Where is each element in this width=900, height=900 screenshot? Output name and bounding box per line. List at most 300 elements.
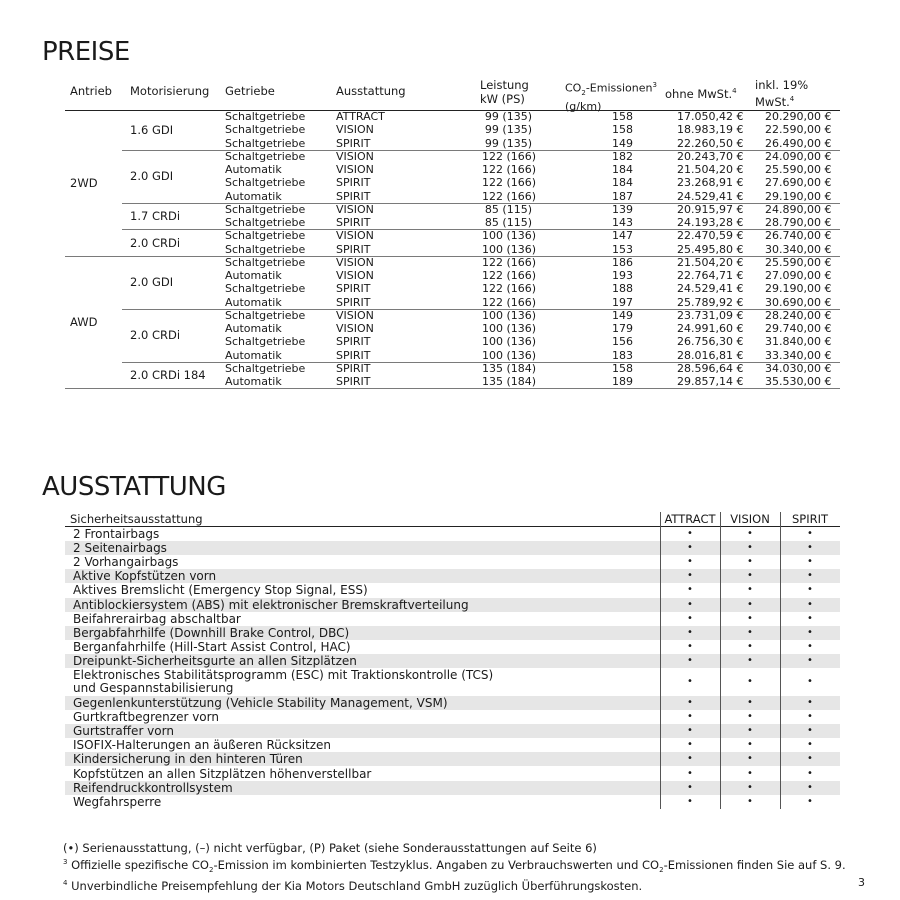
cell-getriebe: Schaltgetriebe (225, 361, 306, 375)
motor-label: 2.0 GDI (130, 169, 174, 184)
cell-getriebe: Schaltgetriebe (225, 216, 306, 229)
header-co2-text2: -Emissionen (585, 81, 653, 95)
cell-co2: 182 (612, 149, 633, 163)
cell-leistung: 100 (136) (482, 229, 537, 243)
equipment-row (65, 654, 840, 668)
equipment-row (65, 612, 840, 626)
standard-mark-attract: • (687, 725, 693, 737)
cell-leistung: 122 (166) (482, 176, 537, 190)
price-row (122, 216, 840, 229)
footnote-3 (63, 856, 846, 878)
standard-mark-vision: • (747, 711, 753, 723)
cell-ausstattung: VISION (336, 255, 374, 269)
footnote-3-sub1: 2 (208, 865, 214, 874)
cell-price-gross: 35.530,00 € (765, 375, 832, 388)
header-ohne-text: ohne MwSt. (665, 86, 733, 101)
cell-getriebe: Schaltgetriebe (225, 110, 306, 123)
cell-price-net: 25.495,80 € (677, 242, 744, 256)
cell-ausstattung: VISION (336, 269, 374, 282)
cell-co2: 156 (612, 335, 633, 349)
standard-mark-spirit: • (807, 556, 813, 568)
motor-label: 2.0 GDI (130, 275, 174, 290)
cell-price-net: 23.731,09 € (677, 308, 744, 322)
price-row (122, 296, 840, 309)
header-getriebe: Getriebe (225, 84, 275, 98)
motor-subgroup (122, 256, 840, 310)
standard-mark-attract: • (687, 697, 693, 709)
cell-co2: 184 (612, 176, 633, 190)
cell-getriebe: Schaltgetriebe (225, 308, 306, 322)
price-row (122, 375, 840, 388)
cell-getriebe: Automatik (225, 375, 282, 388)
cell-getriebe: Schaltgetriebe (225, 282, 306, 296)
standard-mark-attract: • (687, 542, 693, 554)
equipment-label: Antiblockiersystem (ABS) mit elektronischer Bremskraftverteilung (73, 597, 469, 612)
standard-mark-spirit: • (807, 626, 813, 638)
cell-price-gross: 29.740,00 € (765, 322, 832, 335)
header-ohne-mwst (665, 84, 737, 101)
header-leistung (480, 78, 529, 106)
equipment-row (65, 781, 840, 795)
equipment-row (65, 724, 840, 738)
cell-ausstattung: SPIRIT (336, 136, 371, 150)
cell-getriebe: Automatik (225, 189, 282, 203)
cell-getriebe: Schaltgetriebe (225, 229, 306, 243)
cell-leistung: 122 (166) (482, 295, 537, 309)
cell-price-net: 24.529,41 € (677, 282, 744, 296)
price-row (122, 309, 840, 322)
standard-mark-vision: • (747, 781, 753, 793)
motor-subgroup (122, 229, 840, 256)
antrieb-label: 2WD (70, 175, 98, 190)
price-row (122, 282, 840, 295)
cell-leistung: 122 (166) (482, 149, 537, 163)
cell-co2: 187 (612, 189, 633, 203)
standard-mark-attract: • (687, 711, 693, 723)
header-inkl-line1: inkl. 19% (755, 78, 809, 92)
standard-mark-spirit: • (807, 598, 813, 610)
cell-price-net: 22.764,71 € (677, 269, 744, 282)
cell-ausstattung: VISION (336, 308, 374, 322)
standard-mark-vision: • (747, 767, 753, 779)
standard-mark-spirit: • (807, 584, 813, 596)
standard-mark-vision: • (747, 584, 753, 596)
standard-mark-spirit: • (807, 542, 813, 554)
cell-price-gross: 28.790,00 € (765, 216, 832, 229)
cell-ausstattung: SPIRIT (336, 335, 371, 349)
cell-leistung: 85 (115) (484, 202, 532, 216)
header-co2-sup: 3 (652, 81, 657, 89)
standard-mark-attract: • (687, 528, 693, 540)
standard-mark-attract: • (687, 556, 693, 568)
column-vision: VISION (730, 512, 770, 526)
equipment-row (65, 626, 840, 640)
antrieb-label: AWD (70, 315, 98, 329)
price-row (122, 176, 840, 189)
equipment-row (65, 696, 840, 710)
footnote-4-mark: 4 (63, 879, 68, 888)
standard-mark-vision: • (747, 598, 753, 610)
price-row (122, 123, 840, 136)
equipment-row (65, 527, 840, 541)
cell-price-net: 22.470,59 € (677, 229, 744, 243)
cell-co2: 188 (612, 282, 633, 296)
cell-price-gross: 27.090,00 € (765, 269, 832, 282)
cell-ausstattung: SPIRIT (336, 295, 371, 309)
header-co2-text: CO (565, 81, 582, 95)
cell-price-gross: 28.240,00 € (765, 308, 832, 322)
standard-mark-spirit: • (807, 640, 813, 652)
cell-price-net: 17.050,42 € (677, 110, 744, 123)
cell-price-gross: 26.740,00 € (765, 229, 832, 243)
standard-mark-spirit: • (807, 654, 813, 666)
cell-price-gross: 24.090,00 € (765, 149, 832, 163)
equipment-label: Elektronisches Stabilitätsprogramm (ESC) mit Traktionskontrolle (TCS) und Gespannstabilisierung (73, 668, 494, 695)
cell-leistung: 85 (115) (484, 216, 532, 229)
ausstattung-title: AUSSTATTUNG (42, 472, 226, 502)
equipment-label: 2 Vorhangairbags (73, 555, 179, 570)
cell-leistung: 122 (166) (482, 163, 537, 176)
standard-mark-spirit: • (807, 711, 813, 723)
motor-subgroup (122, 362, 840, 389)
standard-mark-spirit: • (807, 739, 813, 751)
standard-mark-vision: • (747, 612, 753, 624)
header-co2-unit: (g/km) (565, 99, 602, 113)
cell-ausstattung: VISION (336, 149, 374, 163)
cell-leistung: 100 (136) (482, 308, 537, 322)
price-row (122, 110, 840, 123)
standard-mark-vision: • (747, 528, 753, 540)
cell-price-net: 26.756,30 € (677, 335, 744, 349)
cell-price-net: 18.983,19 € (677, 123, 744, 137)
motor-label: 1.7 CRDi (130, 209, 181, 223)
column-attract: ATTRACT (664, 512, 716, 526)
cell-price-gross: 22.590,00 € (765, 123, 832, 137)
cell-co2: 158 (612, 123, 633, 137)
page-number: 3 (858, 876, 865, 889)
standard-mark-vision: • (747, 739, 753, 751)
equipment-label: 2 Seitenairbags (73, 541, 167, 556)
cell-price-net: 24.529,41 € (677, 189, 744, 203)
standard-mark-attract: • (687, 654, 693, 666)
cell-co2: 149 (612, 308, 633, 322)
cell-ausstattung: SPIRIT (336, 375, 371, 388)
standard-mark-attract: • (687, 781, 693, 793)
standard-mark-spirit: • (807, 725, 813, 737)
header-co2-sub: 2 (581, 88, 586, 97)
cell-ausstattung: SPIRIT (336, 216, 371, 229)
header-antrieb: Antrieb (70, 84, 112, 98)
footnote-3-text-c: -Emissionen finden Sie auf S. 9. (663, 857, 846, 872)
standard-mark-vision: • (747, 753, 753, 765)
cell-ausstattung: ATTRACT (336, 110, 385, 123)
column-divider (660, 512, 661, 809)
equipment-label: Kindersicherung in den hinteren Türen (73, 752, 303, 767)
header-motorisierung: Motorisierung (130, 84, 210, 98)
cell-price-net: 23.268,91 € (677, 176, 744, 190)
cell-price-net: 20.915,97 € (677, 202, 744, 216)
cell-leistung: 100 (136) (482, 322, 537, 335)
standard-mark-attract: • (687, 584, 693, 596)
cell-getriebe: Automatik (225, 322, 282, 335)
standard-mark-spirit: • (807, 767, 813, 779)
equipment-row (65, 583, 840, 597)
price-row (122, 322, 840, 335)
equipment-section-label: Sicherheitsausstattung (70, 512, 203, 526)
motor-label: 1.6 GDI (130, 122, 174, 137)
price-row (122, 243, 840, 256)
price-row (122, 137, 840, 150)
cell-price-gross: 29.190,00 € (765, 282, 832, 296)
header-inkl-line2: MwSt. (755, 94, 790, 109)
header-leistung-line2: kW (PS) (480, 92, 525, 106)
cell-co2: 147 (612, 229, 633, 243)
cell-price-gross: 26.490,00 € (765, 136, 832, 150)
antrieb-group (65, 110, 840, 257)
antrieb-group (65, 256, 840, 390)
standard-mark-vision: • (747, 725, 753, 737)
header-ohne-sup: 4 (732, 87, 737, 95)
footnote-legend: (•) Serienausstattung, (–) nicht verfügbar, (P) Paket (siehe Sonderausstattungen auf Seite 6) (63, 841, 597, 855)
price-row (122, 229, 840, 242)
price-row (122, 362, 840, 375)
standard-mark-spirit: • (807, 753, 813, 765)
cell-leistung: 122 (166) (482, 255, 537, 269)
cell-getriebe: Automatik (225, 163, 282, 176)
cell-ausstattung: VISION (336, 202, 374, 216)
cell-co2: 189 (612, 375, 633, 388)
price-table-header (65, 76, 840, 111)
footnote-3-text-b: -Emission im kombinierten Testzyklus. Angaben zu Verbrauchswerten und CO (213, 857, 660, 872)
standard-mark-spirit: • (807, 795, 813, 807)
cell-price-gross: 33.340,00 € (765, 348, 832, 362)
cell-co2: 149 (612, 136, 633, 150)
standard-mark-vision: • (747, 626, 753, 638)
footnote-3-mark: 3 (63, 857, 68, 866)
equipment-row (65, 752, 840, 766)
cell-leistung: 122 (166) (482, 269, 537, 282)
cell-getriebe: Automatik (225, 269, 282, 282)
standard-mark-vision: • (747, 697, 753, 709)
standard-mark-attract: • (687, 612, 693, 624)
equipment-row (65, 668, 840, 696)
equipment-label: Reifendruckkontrollsystem (73, 780, 233, 795)
equipment-label: Gurtstraffer vorn (73, 724, 174, 739)
equipment-label: Gegenlenkunterstützung (Vehicle Stability Management, VSM) (73, 696, 448, 710)
cell-ausstattung: VISION (336, 123, 374, 137)
cell-price-net: 21.504,20 € (677, 163, 744, 176)
standard-mark-spirit: • (807, 697, 813, 709)
standard-mark-vision: • (747, 640, 753, 652)
standard-mark-attract: • (687, 676, 693, 687)
cell-price-gross: 25.590,00 € (765, 163, 832, 176)
cell-getriebe: Automatik (225, 348, 282, 362)
cell-price-gross: 24.890,00 € (765, 202, 832, 216)
cell-co2: 183 (612, 348, 633, 362)
cell-leistung: 100 (136) (482, 335, 537, 349)
cell-price-net: 28.596,64 € (677, 361, 744, 375)
cell-getriebe: Automatik (225, 295, 282, 309)
motor-label: 2.0 CRDi 184 (130, 368, 206, 382)
equipment-row (65, 738, 840, 752)
cell-co2: 179 (612, 322, 633, 335)
standard-mark-attract: • (687, 753, 693, 765)
column-divider (780, 512, 781, 809)
header-inkl-sup: 4 (789, 95, 795, 103)
cell-leistung: 135 (184) (482, 375, 537, 388)
standard-mark-vision: • (747, 795, 753, 807)
cell-price-net: 24.991,60 € (677, 322, 744, 335)
footnote-3-text-a: Offizielle spezifische CO (67, 857, 209, 872)
equipment-row (65, 541, 840, 555)
cell-price-net: 25.789,92 € (677, 295, 744, 309)
standard-mark-attract: • (687, 598, 693, 610)
standard-mark-attract: • (687, 640, 693, 652)
cell-getriebe: Schaltgetriebe (225, 176, 306, 190)
equipment-label: Dreipunkt-Sicherheitsgurte an allen Sitzplätzen (73, 653, 357, 668)
equipment-row (65, 767, 840, 781)
cell-price-net: 22.260,50 € (677, 136, 744, 150)
standard-mark-spirit: • (807, 570, 813, 582)
equipment-row (65, 710, 840, 724)
cell-leistung: 99 (135) (484, 123, 532, 137)
cell-co2: 153 (612, 242, 633, 256)
motor-subgroup (122, 203, 840, 231)
cell-co2: 158 (612, 110, 633, 123)
standard-mark-spirit: • (807, 528, 813, 540)
price-row (122, 190, 840, 203)
cell-price-gross: 20.290,00 € (765, 110, 832, 123)
footnote-4-text: Unverbindliche Preisempfehlung der Kia Motors Deutschland GmbH zuzüglich Überführungskosten. (67, 878, 643, 893)
preise-title: PREISE (42, 37, 130, 67)
cell-price-gross: 29.190,00 € (765, 189, 832, 203)
cell-ausstattung: SPIRIT (336, 361, 371, 375)
equipment-row (65, 569, 840, 583)
column-divider (720, 512, 721, 809)
cell-co2: 186 (612, 255, 633, 269)
cell-ausstattung: VISION (336, 229, 374, 243)
cell-getriebe: Schaltgetriebe (225, 255, 306, 269)
price-row (122, 163, 840, 176)
equipment-label: Berganfahrhilfe (Hill-Start Assist Control, HAC) (73, 639, 351, 654)
cell-leistung: 122 (166) (482, 282, 537, 296)
cell-getriebe: Schaltgetriebe (225, 123, 306, 137)
cell-ausstattung: SPIRIT (336, 189, 371, 203)
equipment-row (65, 598, 840, 612)
cell-price-gross: 34.030,00 € (765, 361, 832, 375)
cell-price-net: 24.193,28 € (677, 216, 744, 229)
equipment-label: Wegfahrsperre (73, 794, 162, 809)
equipment-table-header (65, 512, 840, 527)
standard-mark-spirit: • (807, 781, 813, 793)
cell-ausstattung: VISION (336, 163, 374, 176)
standard-mark-vision: • (747, 542, 753, 554)
standard-mark-attract: • (687, 767, 693, 779)
header-inkl-mwst (755, 78, 808, 109)
equipment-row (65, 640, 840, 654)
header-co2 (565, 78, 657, 114)
cell-getriebe: Schaltgetriebe (225, 136, 306, 150)
cell-leistung: 100 (136) (482, 242, 537, 256)
cell-co2: 158 (612, 361, 633, 375)
motor-subgroup (122, 150, 840, 204)
cell-ausstattung: SPIRIT (336, 282, 371, 296)
standard-mark-vision: • (747, 676, 753, 687)
equipment-row (65, 555, 840, 569)
price-row (122, 203, 840, 216)
motor-subgroup (122, 110, 840, 151)
price-row (122, 256, 840, 269)
equipment-label: 2 Frontairbags (73, 527, 160, 541)
footnotes (63, 842, 846, 893)
cell-price-net: 20.243,70 € (677, 149, 744, 163)
cell-co2: 184 (612, 163, 633, 176)
column-spirit: SPIRIT (791, 512, 829, 526)
cell-co2: 197 (612, 295, 633, 309)
equipment-label: Bergabfahrhilfe (Downhill Brake Control, DBC) (73, 625, 350, 640)
footnote-3-sub2: 2 (659, 865, 664, 874)
header-ausstattung: Ausstattung (336, 84, 406, 98)
equipment-label: ISOFIX-Halterungen an äußeren Rücksitzen (73, 738, 332, 753)
cell-getriebe: Schaltgetriebe (225, 149, 306, 163)
equipment-row (65, 795, 840, 809)
footnote-4 (63, 877, 846, 893)
cell-co2: 139 (612, 202, 633, 216)
cell-leistung: 100 (136) (482, 348, 537, 362)
standard-mark-vision: • (747, 556, 753, 568)
motor-subgroup (122, 309, 840, 363)
standard-mark-spirit: • (807, 612, 813, 624)
price-row (122, 269, 840, 282)
equipment-label: Aktives Bremslicht (Emergency Stop Signal, ESS) (73, 583, 368, 598)
cell-leistung: 135 (184) (482, 361, 537, 375)
standard-mark-attract: • (687, 739, 693, 751)
cell-leistung: 99 (135) (484, 110, 532, 123)
cell-ausstattung: VISION (336, 322, 374, 335)
cell-price-gross: 27.690,00 € (765, 176, 832, 190)
cell-getriebe: Schaltgetriebe (225, 335, 306, 349)
cell-ausstattung: SPIRIT (336, 348, 371, 362)
cell-co2: 193 (612, 269, 633, 282)
equipment-label: Kopfstützen an allen Sitzplätzen höhenverstellbar (73, 766, 372, 781)
price-row (122, 335, 840, 348)
standard-mark-attract: • (687, 626, 693, 638)
standard-mark-vision: • (747, 570, 753, 582)
cell-price-gross: 31.840,00 € (765, 335, 832, 349)
cell-price-gross: 30.340,00 € (765, 242, 832, 256)
cell-ausstattung: SPIRIT (336, 176, 371, 190)
price-row (122, 150, 840, 163)
cell-leistung: 99 (135) (484, 136, 532, 150)
header-leistung-line1: Leistung (480, 78, 529, 92)
equipment-label: Gurtkraftbegrenzer vorn (73, 710, 219, 725)
standard-mark-attract: • (687, 570, 693, 582)
cell-price-net: 21.504,20 € (677, 255, 744, 269)
motor-label: 2.0 CRDi (130, 235, 181, 250)
cell-co2: 143 (612, 216, 633, 229)
cell-ausstattung: SPIRIT (336, 242, 371, 256)
cell-leistung: 122 (166) (482, 189, 537, 203)
cell-price-net: 28.016,81 € (677, 348, 744, 362)
standard-mark-vision: • (747, 654, 753, 666)
equipment-label: Aktive Kopfstützen vorn (73, 569, 217, 584)
standard-mark-attract: • (687, 795, 693, 807)
price-row (122, 349, 840, 362)
motor-label: 2.0 CRDi (130, 328, 181, 343)
cell-price-gross: 25.590,00 € (765, 255, 832, 269)
cell-getriebe: Schaltgetriebe (225, 242, 306, 256)
standard-mark-spirit: • (807, 676, 813, 687)
